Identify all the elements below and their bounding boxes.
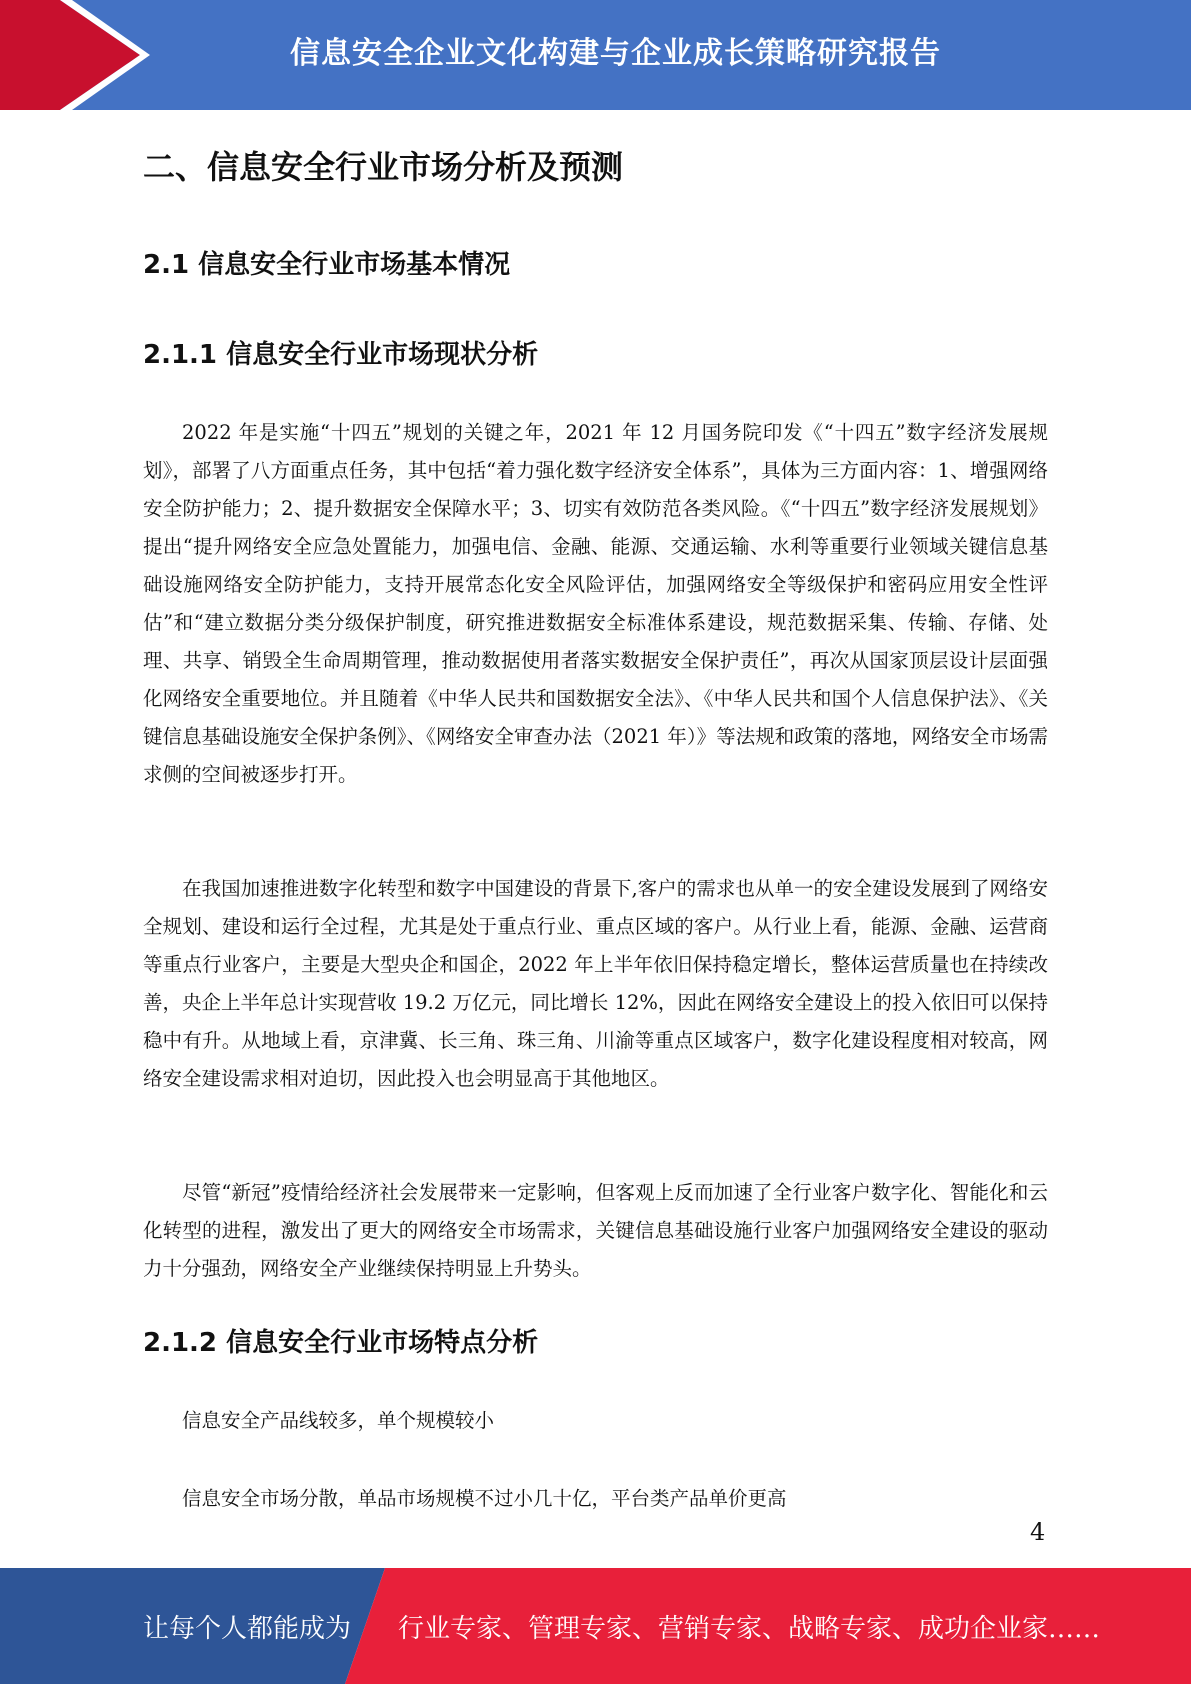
paragraph-market-status-3: 尽管“新冠”疫情给经济社会发展带来一定影响，但客观上反而加速了全行业客户数字化、智能化和云化转型的进程，激发出了更大的网络安全市场需求，关键信息基础设施行业客户加强网络安全建设的驱动力十分强劲，网络安全产业继续保持明显上升势头。	[143, 1181, 1048, 1280]
subsection-title-2-1-1: 2.1.1 信息安全行业市场现状分析	[143, 340, 539, 370]
footer-banner	[0, 1568, 1191, 1684]
page-number: 4	[1030, 1518, 1046, 1546]
document-header-title: 信息安全企业文化构建与企业成长策略研究报告	[290, 36, 941, 71]
section-title: 二、信息安全行业市场分析及预测	[143, 148, 624, 186]
paragraph-market-status-1: 2022 年是实施“十四五”规划的关键之年，2021 年 12 月国务院印发《“十四五”数字经济发展规划》，部署了八方面重点任务，其中包括“着力强化数字经济安全体系”，具体为三方面内容：1、增强网络安全防护能力；2、提升数据安全保障水平；3、切实有效防范各类风险。《“十四五”数字经济发展规划》提出“提升网络安全应急处置能力，加强电信、金融、能源、交通运输、水利等重要行业领域关键信息基础设施网络安全防护能力，支持开展常态化安全风险评估，加强网络安全等级保护和密码应用安全性评估”和“建立数据分类分级保护制度，研究推进数据安全标准体系建设，规范数据采集、传输、存储、处理、共享、销毁全生命周期管理，推动数据使用者落实数据安全保护责任”，再次从国家顶层设计层面强化网络安全重要地位。并且随着《中华人民共和国数据安全法》、《中华人民共和国个人信息保护法》、《关键信息基础设施安全保护条例》、《网络安全审查办法（2021 年）》等法规和政策的落地，网络安全市场需求侧的空间被逐步打开。	[143, 421, 1048, 786]
footer-slogan-right: 行业专家、管理专家、营销专家、战略专家、成功企业家……	[398, 1613, 1101, 1644]
header-chevron-decoration	[0, 0, 150, 110]
footer-slogan-left: 让每个人都能成为	[143, 1613, 352, 1644]
paragraph-market-feature-1: 信息安全产品线较多，单个规模较小	[182, 1409, 495, 1432]
header-bar	[0, 0, 1191, 110]
paragraph-market-feature-2: 信息安全市场分散，单品市场规模不过小几十亿，平台类产品单价更高	[182, 1487, 787, 1510]
subsection-title-2-1-2: 2.1.2 信息安全行业市场特点分析	[143, 1328, 539, 1358]
subsection-title-2-1: 2.1 信息安全行业市场基本情况	[143, 250, 511, 280]
paragraph-market-status-2: 在我国加速推进数字化转型和数字中国建设的背景下,客户的需求也从单一的安全建设发展到了网络安全规划、建设和运行全过程，尤其是处于重点行业、重点区域的客户。从行业上看，能源、金融、运营商等重点行业客户，主要是大型央企和国企，2022 年上半年依旧保持稳定增长，整体运营质量也在持续改善，央企上半年总计实现营收 19.2 万亿元，同比增长 12%，因此在网络安全建设上的投入依旧可以保持稳中有升。从地域上看，京津冀、长三角、珠三角、川渝等重点区域客户，数字化建设程度相对较高，网络安全建设需求相对迫切，因此投入也会明显高于其他地区。	[143, 877, 1048, 1090]
